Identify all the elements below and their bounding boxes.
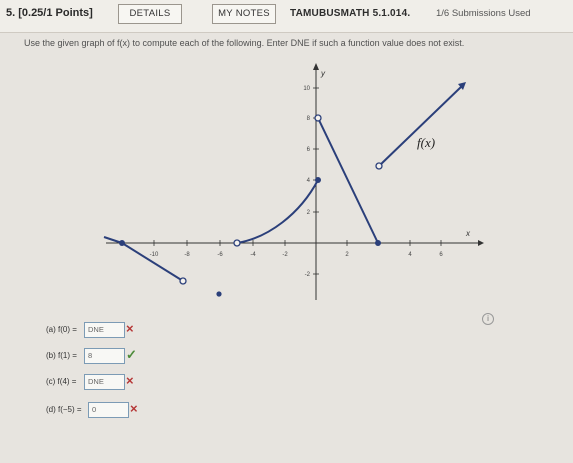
info-icon[interactable]: i [482, 313, 494, 325]
x-axis-arrow-icon [478, 240, 484, 246]
answer-row-a [46, 322, 246, 340]
answer-label: (a) f(0) = [46, 325, 77, 334]
y-tick-label: 2 [306, 210, 310, 216]
y-tick-label: 6 [306, 147, 310, 153]
open-point [376, 163, 382, 169]
x-tick-label: 2 [345, 252, 349, 258]
y-axis-label: y [321, 69, 325, 78]
y-axis-arrow-icon [313, 63, 319, 70]
answer-input-b[interactable]: 8 [84, 348, 125, 364]
answer-row-c [46, 374, 246, 392]
open-point [180, 278, 186, 284]
answer-input-a[interactable]: DNE [84, 322, 125, 338]
closed-point [375, 240, 381, 246]
question-instruction: Use the given graph of f(x) to compute each of the following. Enter DNE if such a function value does not exist. [24, 38, 465, 48]
assignment-code: TAMUBUSMATH 5.1.014. [290, 8, 411, 19]
closed-point [216, 291, 221, 296]
answer-row-d [46, 402, 246, 420]
function-label: f(x) [417, 135, 436, 150]
answer-input-c[interactable]: DNE [84, 374, 125, 390]
y-tick-label: 10 [303, 86, 310, 92]
question-number: 5. [0.25/1 Points] [6, 7, 93, 19]
details-button[interactable]: DETAILS [118, 4, 182, 24]
incorrect-icon: × [130, 401, 138, 416]
open-point [315, 115, 321, 121]
answer-label: (b) f(1) = [46, 351, 77, 360]
answer-row-b [46, 348, 246, 366]
submissions-used: 1/6 Submissions Used [436, 8, 531, 19]
answer-label: (c) f(4) = [46, 377, 77, 386]
incorrect-icon: × [126, 321, 134, 336]
x-tick-label: -2 [282, 252, 288, 258]
x-tick-label: 4 [408, 252, 412, 258]
y-tick-label: 4 [306, 178, 310, 184]
x-tick-label: -4 [250, 252, 256, 258]
x-tick-label: 6 [439, 252, 443, 258]
x-tick-labels [150, 252, 444, 258]
incorrect-icon: × [126, 373, 134, 388]
closed-point [119, 240, 125, 246]
curve-descending-line [318, 118, 378, 243]
y-tick-label: 8 [306, 116, 310, 122]
curve-segment-to-open-point [122, 243, 183, 281]
y-tick-labels [303, 86, 310, 278]
correct-icon: ✓ [126, 347, 137, 362]
x-tick-label: -6 [217, 252, 223, 258]
closed-point [315, 177, 321, 183]
x-tick-label: -10 [149, 252, 159, 258]
my-notes-button[interactable]: MY NOTES [212, 4, 276, 24]
x-tick-label: -8 [184, 252, 190, 258]
answer-label: (d) f(−5) = [46, 405, 82, 414]
answer-input-d[interactable]: 0 [88, 402, 129, 418]
x-axis-label: x [466, 229, 470, 238]
curve-upper-right-ray [379, 86, 462, 166]
y-tick-label: -2 [304, 272, 310, 278]
open-point [234, 240, 240, 246]
